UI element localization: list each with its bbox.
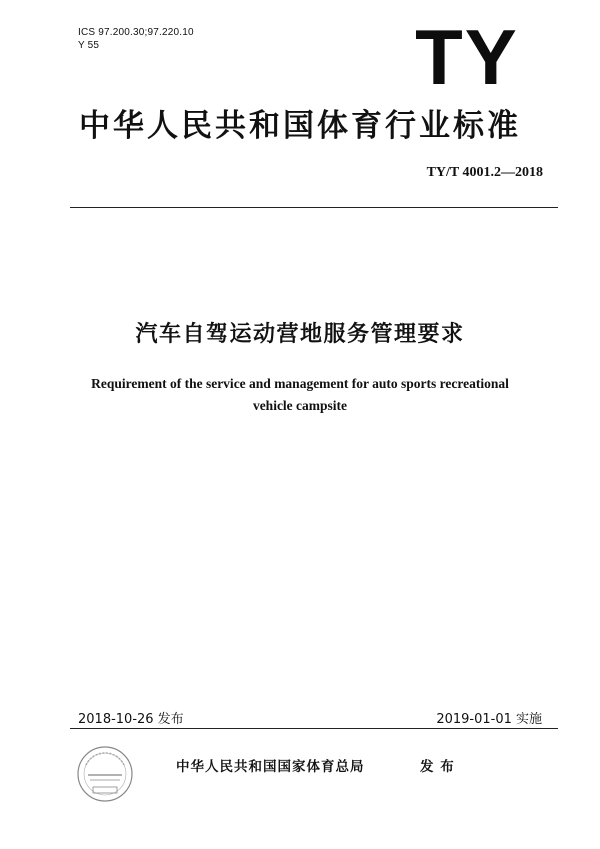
publish-label: 发 布 <box>420 759 455 775</box>
issue-date: 2018-10-26 发布 <box>78 712 184 727</box>
anti-counterfeit-stamp-icon <box>76 745 134 803</box>
title-en-line1: Requirement of the service and management for auto sports recreational <box>91 376 509 391</box>
ics-code: ICS 97.200.30;97.220.10 <box>78 27 194 38</box>
document-title-en <box>60 373 540 417</box>
standard-name: 中华人民共和国体育行业标准 <box>79 108 521 144</box>
implementation-date: 2019-01-01 实施 <box>436 712 542 727</box>
document-title-cn: 汽车自驾运动营地服务管理要求 <box>135 322 465 347</box>
ty-logo: TY <box>415 13 519 101</box>
bottom-divider <box>70 728 558 729</box>
category-code: Y 55 <box>78 40 100 51</box>
title-en-line2: vehicle campsite <box>252 398 348 413</box>
top-divider <box>70 207 558 208</box>
standard-number: TY/T 4001.2—2018 <box>426 165 543 180</box>
ics-classification <box>78 26 194 52</box>
issuing-authority: 中华人民共和国国家体育总局 <box>176 759 365 775</box>
